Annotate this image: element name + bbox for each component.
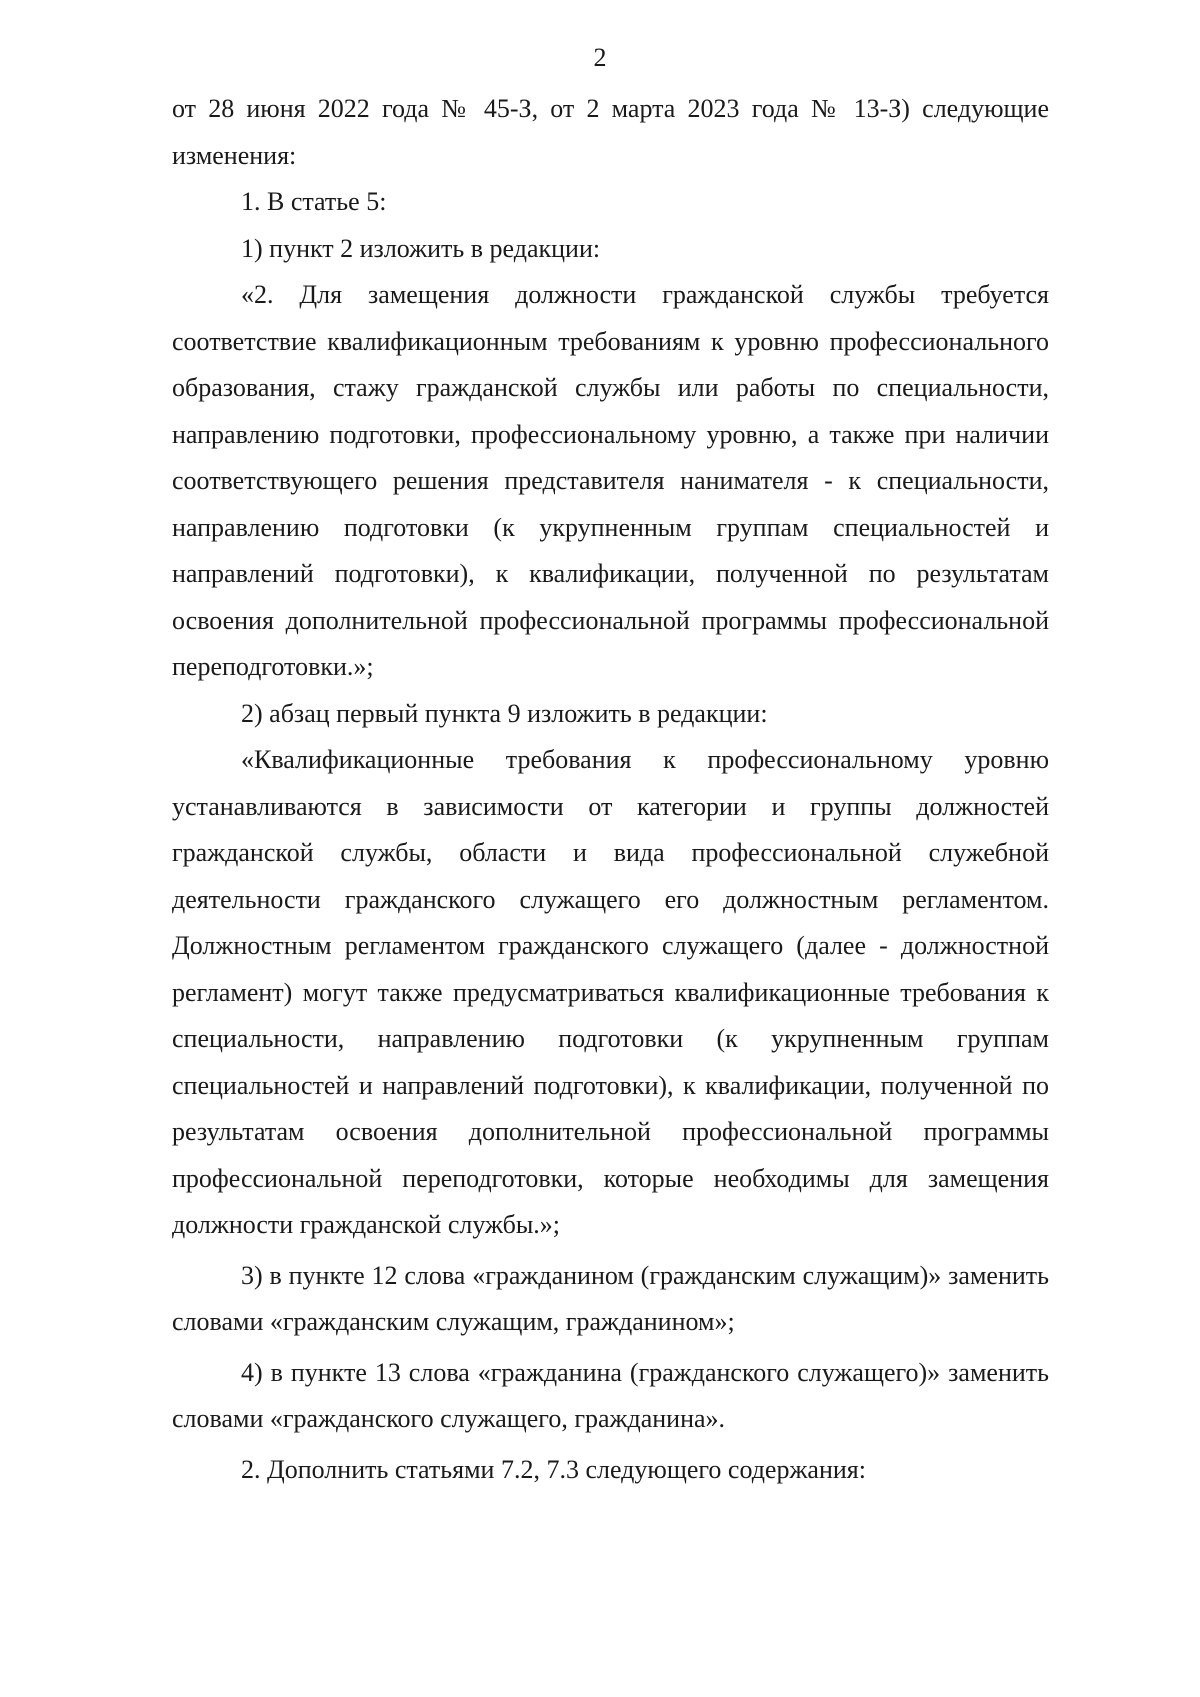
paragraph-item-4: 4) в пункте 13 слова «гражданина (гражданского служащего)» заменить словами «гражданского служащего, гражданина».: [172, 1357, 1049, 1433]
page-number: 2: [593, 43, 607, 72]
paragraph-continuation: от 28 июня 2022 года № 45-З, от 2 марта 2023 года № 13-З) следующие изменения:: [172, 94, 1049, 170]
paragraph-article-5-heading: 1. В статье 5:: [241, 187, 387, 216]
document-body: [172, 86, 1049, 1493]
paragraph-item-1: 1) пункт 2 изложить в редакции:: [241, 233, 601, 263]
paragraph-amendment-2: 2. Дополнить статьями 7.2, 7.3 следующего содержания:: [241, 1454, 866, 1484]
paragraph-quoted-point-2: «2. Для замещения должности гражданской службы требуется соответствие квалификационным требованиям к уровню профессионального образования, стажу гражданской службы или работы по специальности, направлению подготовки, профессиональному уровню, а также при наличии соответствующего решения представителя нанимателя - к специальности, направлению подготовки (к укрупненным группам специальностей и направлений подготовки), к квалификации, полученной по результатам освоения дополнительной профессиональной программы профессиональной переподготовки.»;: [172, 280, 1049, 681]
paragraph-item-3: 3) в пункте 12 слова «гражданином (гражданским служащим)» заменить словами «гражданским служащим, гражданином»;: [172, 1260, 1049, 1336]
paragraph-quoted-point-9: «Квалификационные требования к профессиональному уровню устанавливаются в зависимости от категории и группы должностей гражданской службы, области и вида профессиональной служебной деятельности гражданского служащего его должностным регламентом. Должностным регламентом гражданского служащего (далее - должностной регламент) могут также предусматриваться квалификационные требования к специальности, направлению подготовки (к укрупненным группам специальностей и направлений подготовки), к квалификации, полученной по результатам освоения дополнительной профессиональной программы профессиональной переподготовки, которые необходимы для замещения должности гражданской службы.»;: [172, 745, 1049, 1239]
paragraph-item-2: 2) абзац первый пункта 9 изложить в редакции:: [241, 698, 768, 728]
